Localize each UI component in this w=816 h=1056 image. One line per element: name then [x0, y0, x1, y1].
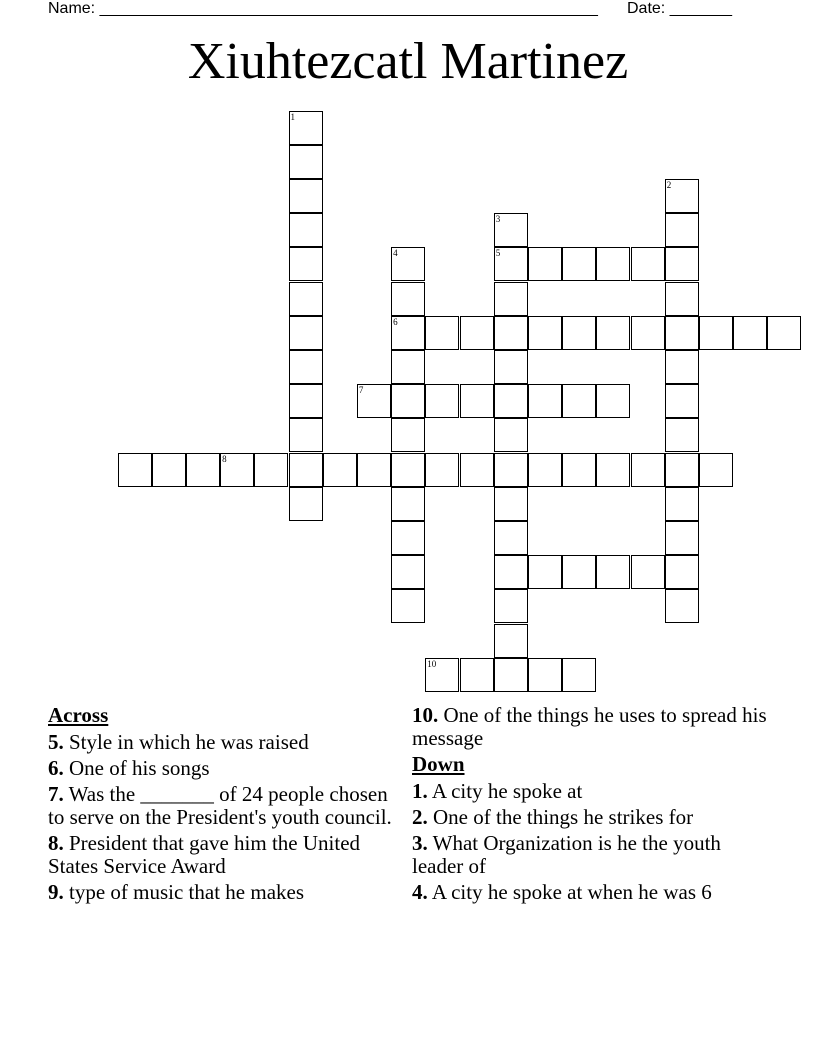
grid-cell[interactable]	[425, 316, 459, 350]
grid-cell[interactable]	[391, 453, 425, 487]
grid-cell[interactable]	[289, 384, 323, 418]
grid-cell[interactable]	[391, 418, 425, 452]
grid-cell[interactable]	[631, 316, 665, 350]
name-field-label: Name: ________________________________________________________	[48, 0, 598, 17]
grid-cell[interactable]	[596, 316, 630, 350]
grid-cell[interactable]	[357, 453, 391, 487]
down-heading: Down	[412, 752, 465, 776]
grid-cell[interactable]	[665, 521, 699, 555]
grid-cell[interactable]	[494, 282, 528, 316]
clue-number: 1	[290, 111, 295, 122]
grid-cell[interactable]	[460, 453, 494, 487]
clue-number: 8	[222, 453, 227, 464]
clue-across-7: 7. Was the _______ of 24 people chosen to serve on the President's youth council.	[48, 782, 392, 829]
grid-cell[interactable]	[391, 350, 425, 384]
grid-cell[interactable]	[289, 179, 323, 213]
grid-cell[interactable]	[528, 555, 562, 589]
grid-cell[interactable]	[562, 247, 596, 281]
grid-cell[interactable]	[528, 316, 562, 350]
grid-cell[interactable]	[733, 316, 767, 350]
grid-cell[interactable]	[631, 247, 665, 281]
grid-cell[interactable]	[562, 316, 596, 350]
clue-across-9: 9. type of music that he makes	[48, 880, 305, 904]
clue-down-4: 4. A city he spoke at when he was 6	[412, 880, 712, 904]
grid-cell[interactable]	[665, 213, 699, 247]
puzzle-title: Xiuhtezcatl Martinez	[187, 33, 629, 90]
clue-number: 4	[393, 248, 398, 259]
grid-cell[interactable]	[596, 453, 630, 487]
grid-cell[interactable]	[665, 418, 699, 452]
grid-cell[interactable]	[289, 213, 323, 247]
clue-number: 7	[358, 385, 364, 396]
grid-cell[interactable]	[494, 384, 528, 418]
grid-cell[interactable]	[391, 384, 425, 418]
grid-cell[interactable]	[494, 624, 528, 658]
grid-cell[interactable]	[494, 213, 528, 247]
grid-cell[interactable]	[596, 384, 630, 418]
grid-cell[interactable]	[494, 589, 528, 623]
clue-across-8: 8. President that gave him the United States Service Award	[48, 831, 361, 878]
grid-cell[interactable]	[665, 589, 699, 623]
grid-cell[interactable]	[118, 453, 152, 487]
grid-cell[interactable]	[289, 282, 323, 316]
clue-number: 10	[427, 658, 437, 669]
grid-cell[interactable]	[289, 145, 323, 179]
grid-cell[interactable]	[665, 247, 699, 281]
grid-cell[interactable]	[254, 453, 288, 487]
grid-cell[interactable]	[596, 247, 630, 281]
grid-cell[interactable]	[391, 247, 425, 281]
grid-cell[interactable]	[528, 247, 562, 281]
grid-cell[interactable]	[391, 282, 425, 316]
grid-cell[interactable]	[289, 350, 323, 384]
grid-cell[interactable]	[391, 589, 425, 623]
grid-cell[interactable]	[665, 453, 699, 487]
grid-cell[interactable]	[665, 555, 699, 589]
grid-cell[interactable]	[289, 418, 323, 452]
grid-cell[interactable]	[562, 555, 596, 589]
grid-cell[interactable]	[391, 521, 425, 555]
grid-cell[interactable]	[494, 658, 528, 692]
clue-number: 5	[495, 248, 501, 259]
grid-cell[interactable]	[391, 316, 425, 350]
across-heading: Across	[48, 703, 109, 727]
grid-cell[interactable]	[767, 316, 801, 350]
grid-cell[interactable]	[528, 453, 562, 487]
clue-across-5: 5. Style in which he was raised	[48, 730, 309, 754]
grid-cell[interactable]	[665, 179, 699, 213]
grid-cell[interactable]	[425, 658, 459, 692]
grid-cell[interactable]	[391, 555, 425, 589]
grid-cell[interactable]	[220, 453, 254, 487]
grid-cell[interactable]	[425, 453, 459, 487]
grid-cell[interactable]	[665, 282, 699, 316]
grid-cell[interactable]	[494, 316, 528, 350]
grid-cell[interactable]	[152, 453, 186, 487]
grid-cell[interactable]	[665, 316, 699, 350]
grid-cell[interactable]	[494, 487, 528, 521]
clue-down-2: 2. One of the things he strikes for	[412, 805, 694, 829]
grid-cell[interactable]	[289, 247, 323, 281]
clue-across-10: 10. One of the things he uses to spread his message	[412, 703, 767, 750]
clue-number: 2	[666, 179, 672, 190]
grid-cell[interactable]	[699, 453, 733, 487]
grid-cell[interactable]	[562, 658, 596, 692]
grid-cell[interactable]	[631, 555, 665, 589]
clues-left-column	[48, 704, 393, 907]
grid-cell[interactable]	[494, 418, 528, 452]
date-field-label: Date: _______	[627, 0, 732, 17]
grid-cell[interactable]	[391, 487, 425, 521]
grid-cell[interactable]	[699, 316, 733, 350]
grid-cell[interactable]	[528, 384, 562, 418]
clue-down-3: 3. What Organization is he the youth leader of	[412, 831, 721, 878]
grid-cell[interactable]	[665, 487, 699, 521]
grid-cell[interactable]	[460, 316, 494, 350]
grid-cell[interactable]	[665, 384, 699, 418]
grid-cell[interactable]	[494, 521, 528, 555]
grid-cell[interactable]	[631, 453, 665, 487]
clues-right-column	[412, 704, 772, 907]
clue-across-6: 6. One of his songs	[48, 756, 210, 780]
grid-cell[interactable]	[289, 111, 323, 145]
grid-cell[interactable]	[186, 453, 220, 487]
grid-cell[interactable]	[357, 384, 391, 418]
grid-cell[interactable]	[562, 384, 596, 418]
grid-cell[interactable]	[425, 384, 459, 418]
clue-number: 6	[393, 316, 398, 327]
clue-down-1: 1. A city he spoke at	[412, 779, 583, 803]
grid-cell[interactable]	[596, 555, 630, 589]
grid-cell[interactable]	[323, 453, 357, 487]
grid-cell[interactable]	[289, 453, 323, 487]
grid-cell[interactable]	[460, 658, 494, 692]
clue-number: 3	[495, 214, 501, 225]
grid-cell[interactable]	[528, 658, 562, 692]
grid-cell[interactable]	[665, 350, 699, 384]
grid-cell[interactable]	[494, 453, 528, 487]
grid-cell[interactable]	[562, 453, 596, 487]
grid-cell[interactable]	[289, 316, 323, 350]
grid-cell[interactable]	[494, 247, 528, 281]
grid-cell[interactable]	[460, 384, 494, 418]
grid-cell[interactable]	[494, 350, 528, 384]
grid-cell[interactable]	[289, 487, 323, 521]
grid-cell[interactable]	[494, 555, 528, 589]
